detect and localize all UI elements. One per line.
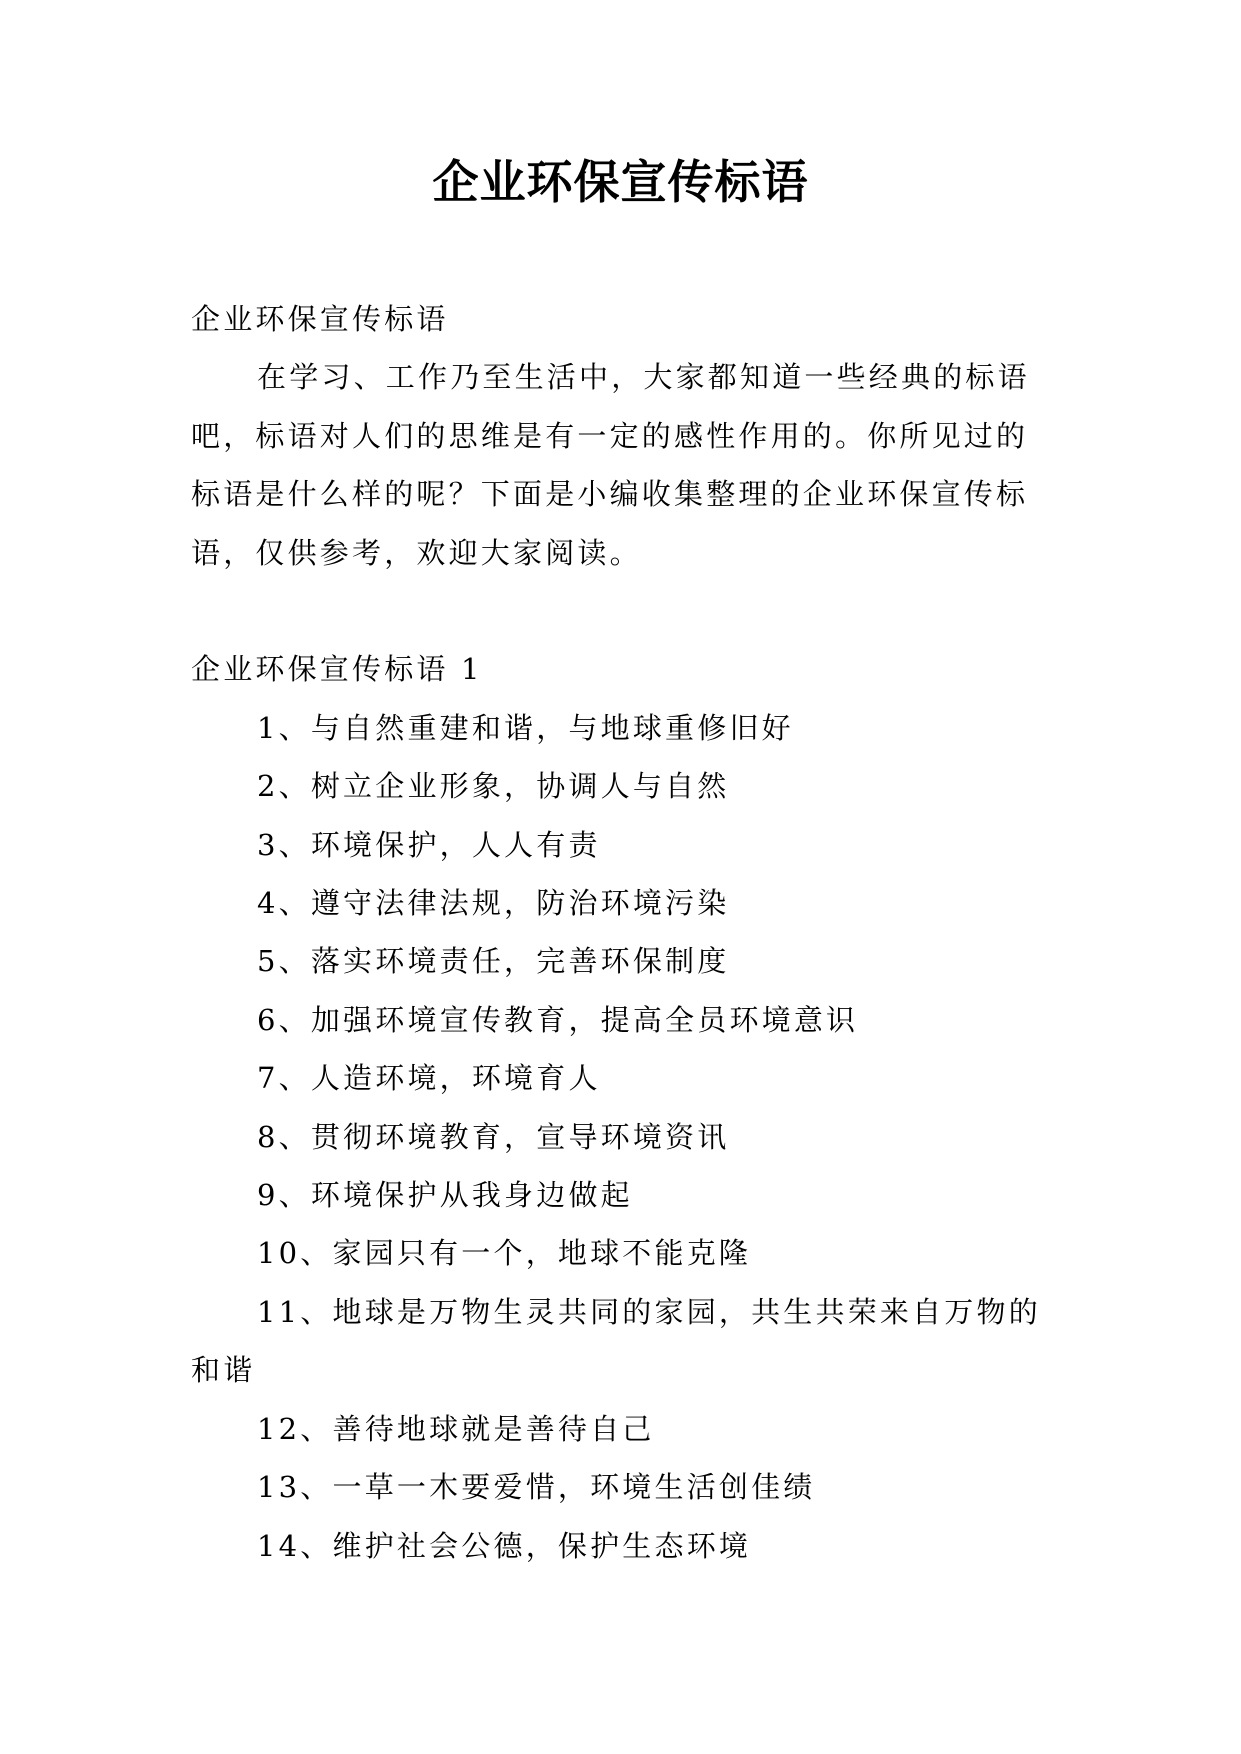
slogan-item-12: 12、善待地球就是善待自己 <box>257 1411 655 1446</box>
slogan-item-3: 3、环境保护，人人有责 <box>257 827 601 862</box>
slogan-item-13: 13、一草一木要爱惜，环境生活创佳绩 <box>257 1470 816 1505</box>
slogan-item-5: 5、落实环境责任，完善环保制度 <box>257 944 730 979</box>
subtitle: 企业环保宣传标语 <box>191 302 449 336</box>
slogan-item-6: 6、加强环境宣传教育，提高全员环境意识 <box>257 1002 859 1037</box>
slogan-item-14: 14、维护社会公德，保护生态环境 <box>257 1528 752 1563</box>
slogan-item-10: 10、家园只有一个，地球不能克隆 <box>257 1236 752 1271</box>
slogan-item-7: 7、人造环境，环境育人 <box>257 1061 601 1096</box>
paragraph-spacer <box>191 582 1051 640</box>
slogan-item-11: 11、地球是万物生灵共同的家园，共生共荣来自万物的和谐 <box>191 1294 1041 1388</box>
slogan-item-1: 1、与自然重建和谐，与地球重修旧好 <box>257 710 794 745</box>
slogan-item-4: 4、遵守法律法规，防治环境污染 <box>257 886 730 921</box>
intro-paragraph: 在学习、工作乃至生活中，大家都知道一些经典的标语吧，标语对人们的思维是有一定的感性作用的。你所见过的标语是什么样的呢？下面是小编收集整理的企业环保宣传标语，仅供参考，欢迎大家阅读。 <box>191 360 1030 570</box>
section-heading: 企业环保宣传标语 1 <box>191 652 483 687</box>
slogan-item-2: 2、树立企业形象，协调人与自然 <box>257 769 730 804</box>
document-body <box>191 290 1051 1575</box>
slogan-item-9: 9、环境保护从我身边做起 <box>257 1178 633 1213</box>
document-title: 企业环保宣传标语 <box>432 155 809 209</box>
slogan-item-8: 8、贯彻环境教育，宣导环境资讯 <box>257 1119 730 1154</box>
